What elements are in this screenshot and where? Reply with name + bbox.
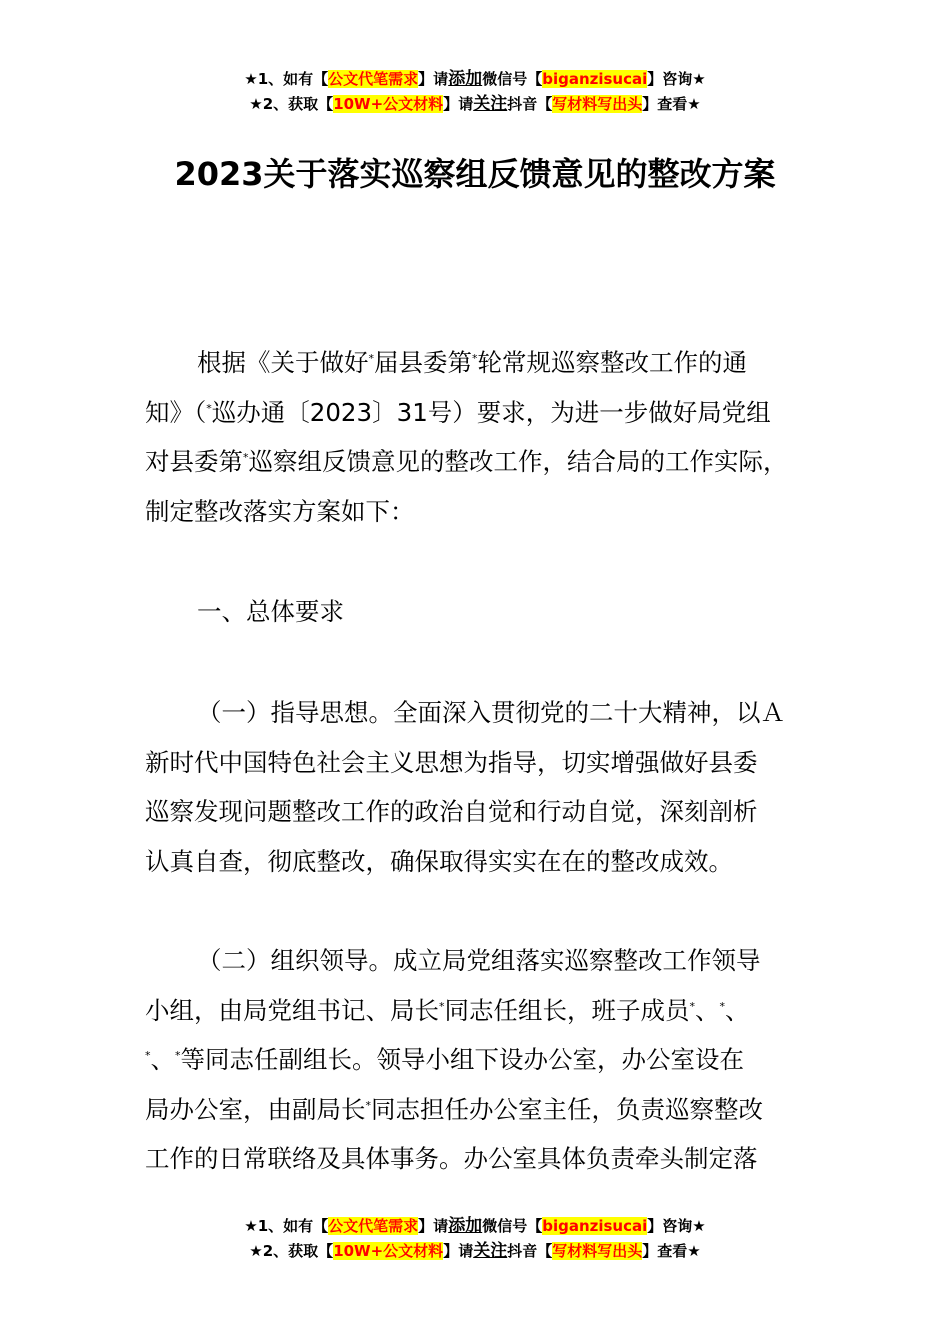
banner-emphasis: 添加 [448, 69, 483, 89]
banner-text: 】请 [443, 1242, 474, 1260]
banner-text: 】请 [418, 70, 449, 88]
banner-text: 】查看★ [642, 1242, 701, 1260]
heading-text: 一、总体要求 [197, 597, 344, 626]
banner-line-2 [0, 1239, 950, 1264]
banner-highlight: 公文代笔需求 [328, 70, 419, 88]
text-line: （二）组织领导。成立局党组落实巡察整改工作领导 [197, 946, 761, 975]
banner-highlight: 10W+公文材料 [333, 1242, 444, 1260]
text-line: 根据《关于做好*届县委第*轮常规巡察整改工作的通 [197, 348, 747, 377]
text-line: 巡察发现问题整改工作的政治自觉和行动自觉，深刻剖析 [145, 797, 758, 826]
banner-text: 】请 [418, 1217, 449, 1235]
intro-paragraph [145, 338, 845, 536]
banner-text: 抖音【 [507, 1242, 553, 1260]
banner-emphasis: 添加 [448, 1216, 483, 1236]
banner-text: 】请 [443, 95, 474, 113]
text-line: 对县委第*巡察组反馈意见的整改工作，结合局的工作实际， [145, 447, 788, 476]
text-line: 工作的日常联络及具体事务。办公室具体负责牵头制定落 [145, 1144, 758, 1173]
banner-line-2 [0, 92, 950, 117]
banner-text: ★2、获取【 [249, 95, 334, 113]
banner-text: ★2、获取【 [249, 1242, 334, 1260]
wechat-id-highlight: biganzisucai [542, 1217, 648, 1235]
text-line: 制定整改落实方案如下： [145, 496, 415, 526]
text-line: 局办公室，由副局长*同志担任办公室主任，负责巡察整改 [145, 1094, 763, 1124]
banner-line-1 [0, 1214, 950, 1239]
organization-paragraph [145, 936, 845, 1184]
banner-highlight: 10W+公文材料 [333, 95, 444, 113]
text-line: *、*等同志任副组长。领导小组下设办公室，办公室设在 [145, 1045, 744, 1074]
footer-banner [0, 1214, 950, 1264]
section-heading [145, 587, 845, 637]
wechat-id-highlight: biganzisucai [542, 70, 648, 88]
banner-text: 抖音【 [507, 95, 553, 113]
banner-text: 】咨询★ [647, 1217, 706, 1235]
banner-text: ★1、如有【 [244, 1217, 329, 1235]
header-banner [0, 67, 950, 117]
douyin-id-highlight: 写材料写出头 [552, 1242, 643, 1260]
text-line: 新时代中国特色社会主义思想为指导，切实增强做好县委 [145, 747, 758, 777]
douyin-id-highlight: 写材料写出头 [552, 95, 643, 113]
text-line: （一）指导思想。全面深入贯彻党的二十大精神，以Ａ [197, 698, 785, 727]
banner-text: 】咨询★ [647, 70, 706, 88]
banner-highlight: 公文代笔需求 [328, 1217, 419, 1235]
banner-line-1 [0, 67, 950, 92]
banner-text: 微信号【 [482, 70, 543, 88]
banner-emphasis: 关注 [473, 94, 508, 114]
text-line: 知》（*巡办通〔2023〕31号）要求，为进一步做好局党组 [145, 397, 771, 427]
document-title: 2023关于落实巡察组反馈意见的整改方案 [174, 155, 776, 193]
guiding-ideology-paragraph [145, 688, 845, 886]
banner-emphasis: 关注 [473, 1241, 508, 1261]
banner-text: 】查看★ [642, 95, 701, 113]
banner-text: 微信号【 [482, 1217, 543, 1235]
text-line: 认真自查，彻底整改，确保取得实实在在的整改成效。 [145, 846, 733, 876]
banner-text: ★1、如有【 [244, 70, 329, 88]
text-line: 小组，由局党组书记、局长*同志任组长，班子成员*、*、 [145, 995, 750, 1025]
